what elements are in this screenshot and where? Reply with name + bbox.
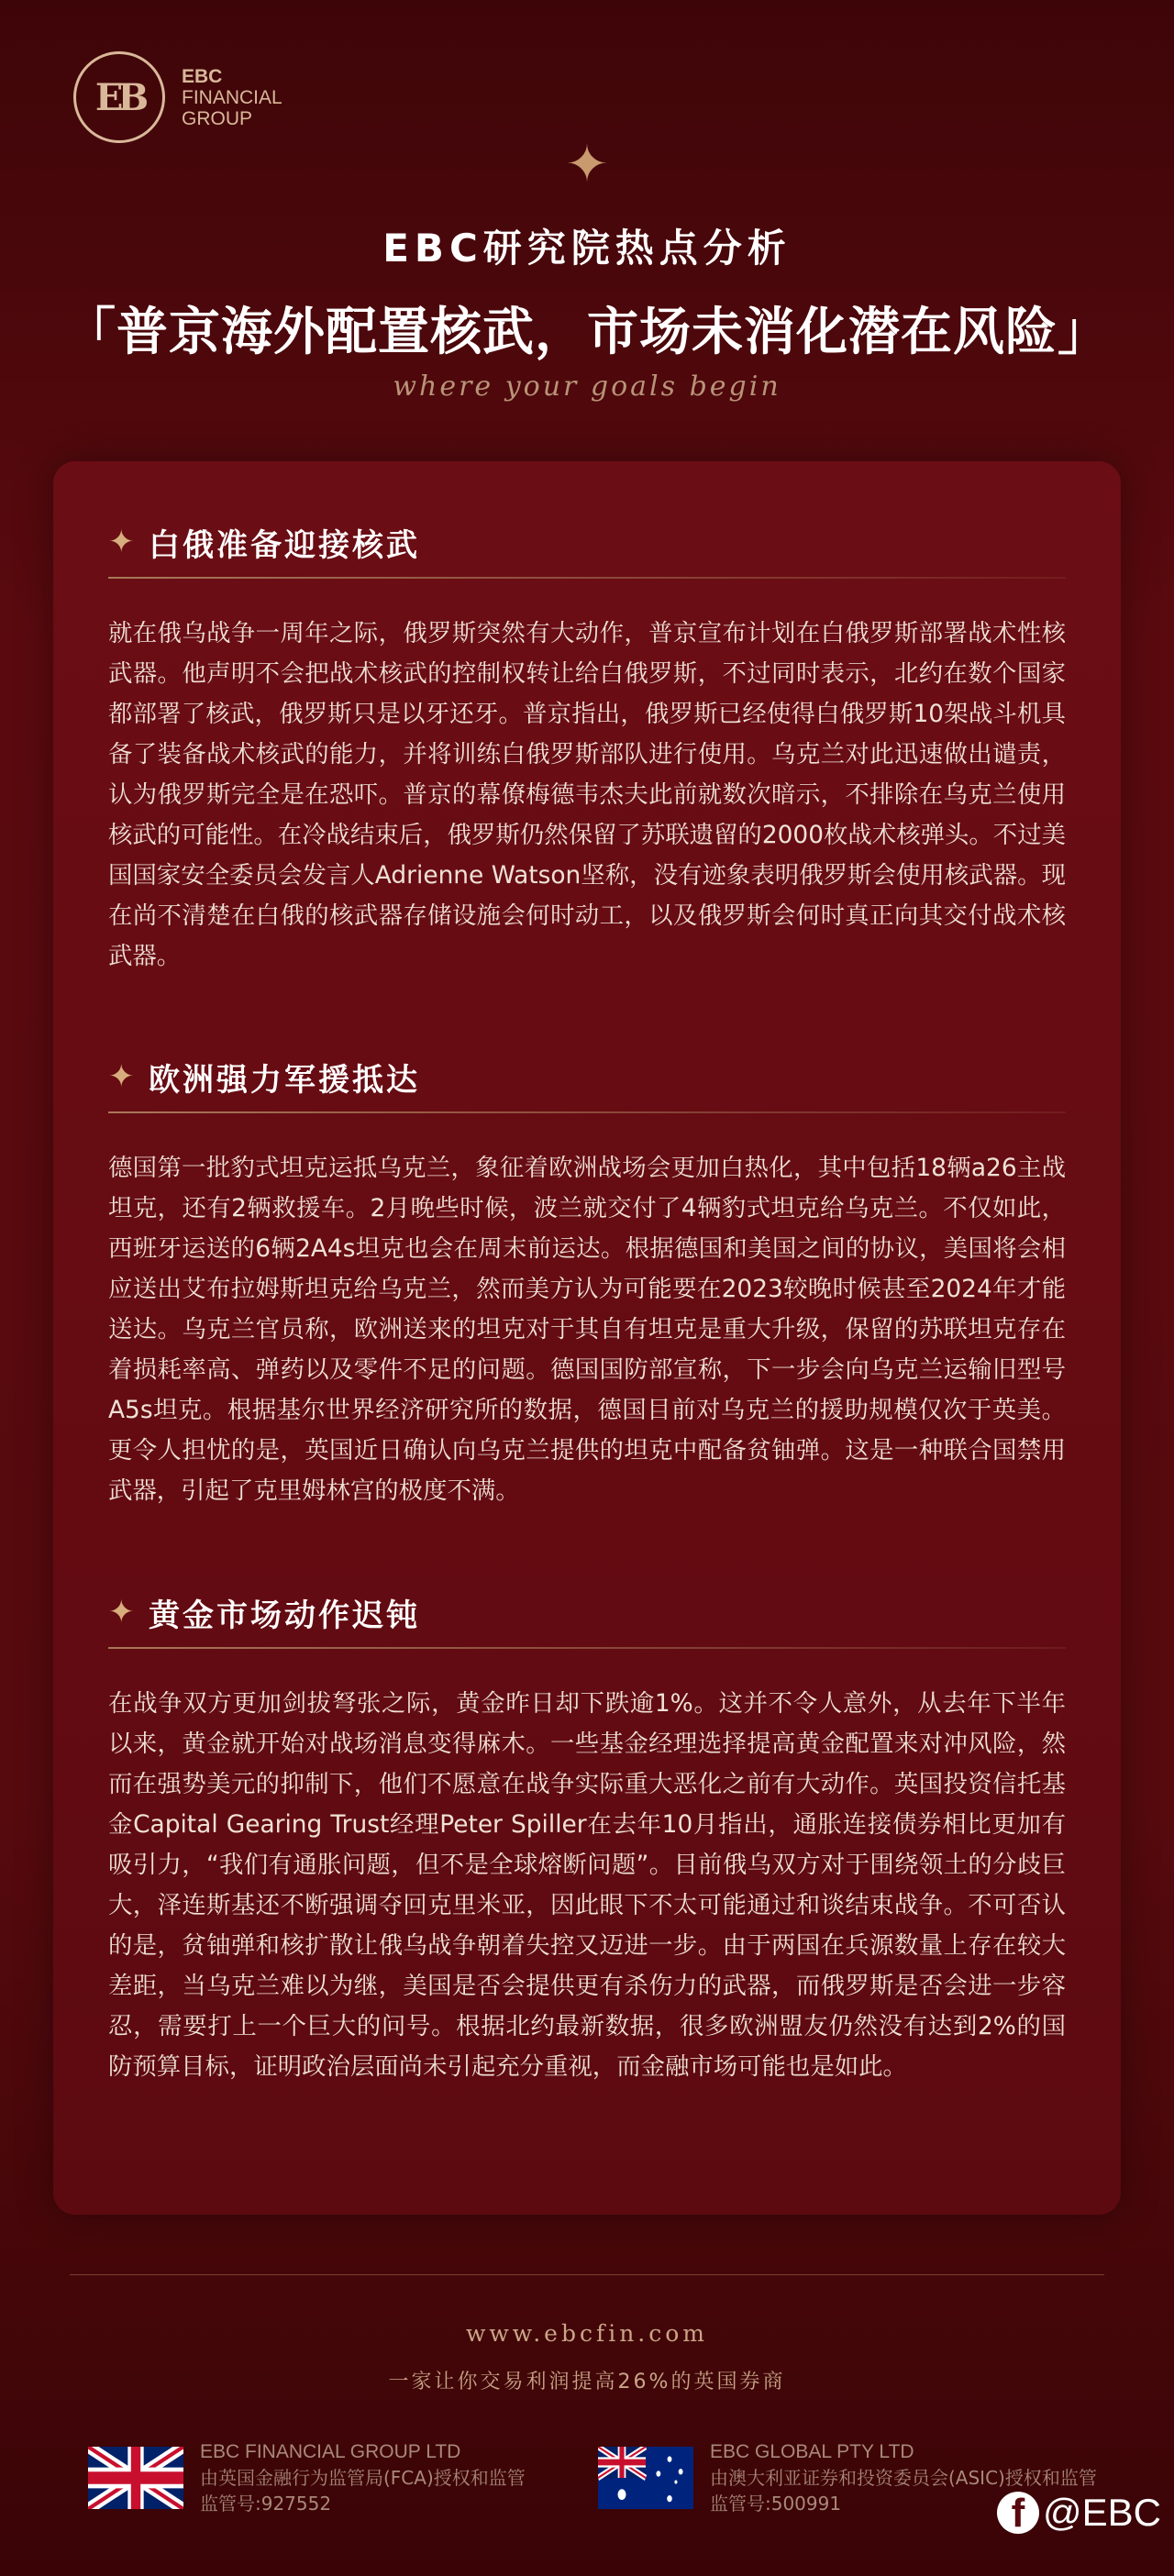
brand-slogan: where your goals begin	[393, 370, 781, 403]
footer-tagline: 一家让你交易利润提高26%的英国券商	[388, 2371, 786, 2394]
uk-flag-icon	[88, 2447, 183, 2509]
ebc-logo[interactable]	[73, 51, 282, 143]
logo-line-1: EBC	[182, 65, 223, 87]
section-title: 白俄准备迎接核武	[149, 526, 420, 564]
company-license: 监管号:500991	[710, 2493, 842, 2515]
header	[0, 0, 1174, 459]
company-uk	[88, 2439, 526, 2516]
section-divider	[108, 577, 1066, 579]
logo-mark: EB	[73, 51, 165, 143]
company-regulator: 由澳大利亚证券和投资委员会(ASIC)授权和监管	[710, 2467, 1097, 2489]
company-regulator: 由英国金融行为监管局(FCA)授权和监管	[200, 2467, 526, 2489]
logo-text	[182, 66, 282, 129]
section-body: 德国第一批豹式坦克运抵乌克兰，象征着欧洲战场会更加白热化，其中包括18辆a26主战坦克，还有2辆救援车。2月晚些时候，波兰就交付了4辆豹式坦克给乌克兰。不仅如此，西班牙运送的6辆2A4s坦克也会在周末前运达。根据德国和美国之间的协议，美国将会相应送出艾布拉姆斯坦克给乌克兰，然而美方认为可能要在2023较晚时候甚至2024年才能送达。乌克兰官员称，欧洲送来的坦克对于其自有坦克是重大升级，保留的苏联坦克存在着损耗率高、弹药以及零件不足的问题。德国国防部宣称，下一步会向乌克兰运输旧型号A5s坦克。根据基尔世界经济研究所的数据，德国目前对乌克兰的援助规模仅次于英美。更令人担忧的是，英国近日确认向乌克兰提供的坦克中配备贫铀弹。这是一种联合国禁用武器，引起了克里姆林宫的极度不满。	[108, 1154, 1066, 1505]
section-divider	[108, 1647, 1066, 1649]
facebook-handle: @EBC	[1043, 2491, 1161, 2534]
facebook-link[interactable]	[997, 2491, 1161, 2535]
footer-divider	[70, 2274, 1104, 2275]
page-title: 「普京海外配置核武，市场未消化潜在风险」	[64, 302, 1110, 362]
section-header	[108, 516, 1066, 568]
sparkle-icon: ✦	[565, 135, 609, 194]
section-title: 欧洲强力军援抵达	[149, 1061, 420, 1099]
sparkle-icon: ✦	[108, 1594, 135, 1631]
article-card	[53, 461, 1121, 2215]
sparkle-icon: ✦	[108, 1058, 135, 1095]
company-name: EBC GLOBAL PTY LTD	[710, 2441, 914, 2462]
page-subtitle: EBC研究院热点分析	[382, 226, 792, 271]
company-info	[200, 2439, 526, 2516]
section-body: 就在俄乌战争一周年之际，俄罗斯突然有大动作，普京宣布计划在白俄罗斯部署战术性核武器。他声明不会把战术核武的控制权转让给白俄罗斯，不过同时表示，北约在数个国家都部署了核武，俄罗斯只是以牙还牙。普京指出，俄罗斯已经使得白俄罗斯10架战斗机具备了装备战术核武的能力，并将训练白俄罗斯部队进行使用。乌克兰对此迅速做出谴责，认为俄罗斯完全是在恐吓。普京的幕僚梅德韦杰夫此前就数次暗示，不排除在乌克兰使用核武的可能性。在冷战结束后，俄罗斯仍然保留了苏联遗留的2000枚战术核弹头。不过美国国家安全委员会发言人Adrienne Watson坚称，没有迹象表明俄罗斯会使用核武器。现在尚不清楚在白俄的核武器存储设施会何时动工，以及俄罗斯会何时真正向其交付战术核武器。	[108, 619, 1066, 970]
section-gold-market	[108, 1587, 1066, 2087]
website-link[interactable]: www.ebcfin.com	[465, 2320, 709, 2347]
company-name: EBC FINANCIAL GROUP LTD	[200, 2441, 461, 2462]
section-body: 在战争双方更加剑拔弩张之际，黄金昨日却下跌逾1%。这并不令人意外，从去年下半年以来，黄金就开始对战场消息变得麻木。一些基金经理选择提高黄金配置来对冲风险，然而在强势美元的抑制下，他们不愿意在战争实际重大恶化之前有大动作。英国投资信托基金Capital Gearing Trust经理Peter Spiller在去年10月指出，通胀连接债券相比更加有吸引力，“我们有通胀问题，但不是全球熔断问题”。目前俄乌双方对于围绕领土的分歧巨大，泽连斯基还不断强调夺回克里米亚，因此眼下不太可能通过和谈结束战争。不可否认的是，贫铀弹和核扩散让俄乌战争朝着失控又迈进一步。由于两国在兵源数量上存在较大差距，当乌克兰难以为继，美国是否会提供更有杀伤力的武器，而俄罗斯是否会进一步容忍，需要打上一个巨大的问号。根据北约最新数据，很多欧洲盟友仍然没有达到2%的国防预算目标，证明政治层面尚未引起充分重视，而金融市场可能也是如此。	[108, 1689, 1066, 2081]
section-belarus-nukes	[108, 516, 1066, 977]
australia-flag-icon	[598, 2447, 693, 2509]
sparkle-icon: ✦	[108, 524, 135, 560]
section-header	[108, 1587, 1066, 1638]
logo-line-3: GROUP	[182, 107, 253, 129]
logo-line-2: FINANCIAL	[182, 86, 282, 108]
section-divider	[108, 1111, 1066, 1113]
section-europe-aid	[108, 1051, 1066, 1511]
company-license: 监管号:927552	[200, 2493, 332, 2515]
facebook-icon: f	[997, 2492, 1039, 2534]
section-title: 黄金市场动作迟钝	[149, 1597, 420, 1634]
section-header	[108, 1051, 1066, 1102]
